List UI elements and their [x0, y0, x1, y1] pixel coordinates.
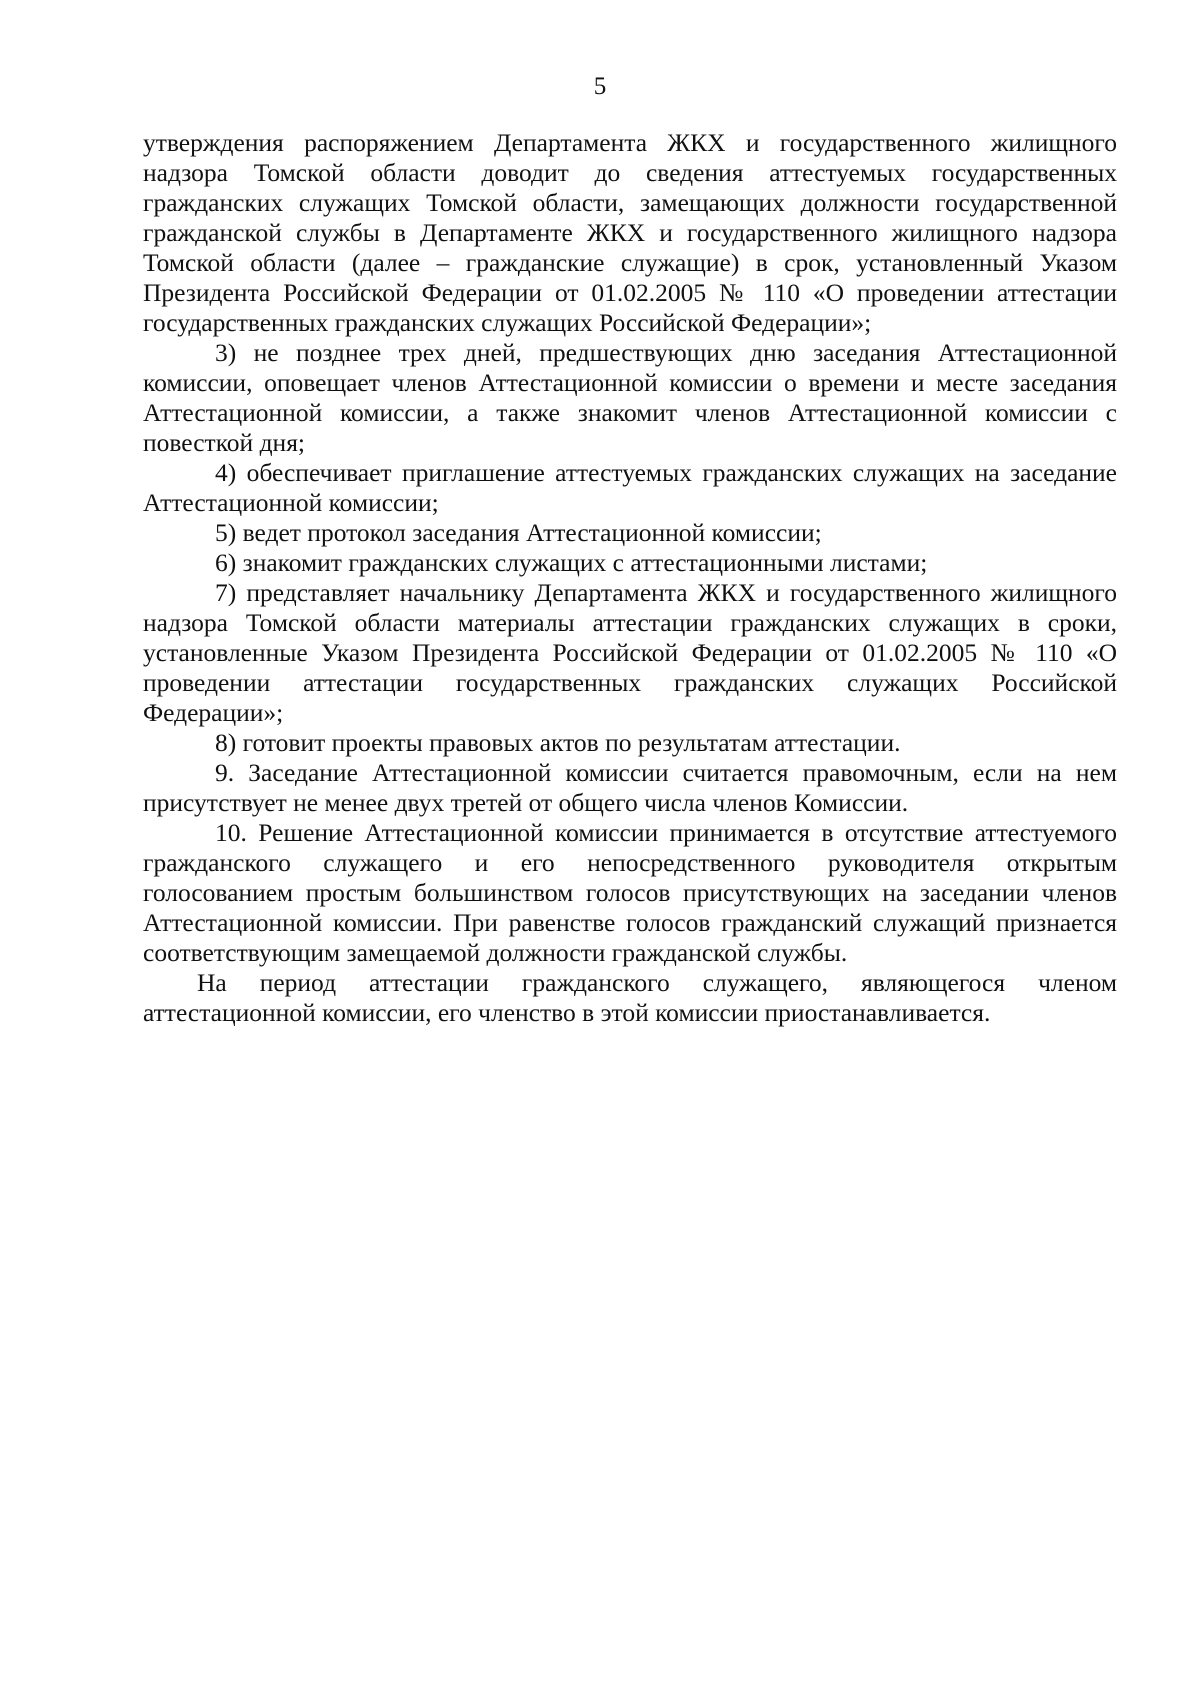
paragraph-item-4: 4) обеспечивает приглашение аттестуемых гражданских служащих на заседание Аттестационной комиссии;: [143, 458, 1117, 517]
document-body: [143, 128, 1117, 1028]
page-number: 5: [593, 73, 607, 100]
paragraph-item-6: 6) знакомит гражданских служащих с аттестационными листами;: [215, 548, 928, 577]
paragraph-item-8: 8) готовит проекты правовых актов по результатам аттестации.: [215, 728, 901, 757]
paragraph-item-5: 5) ведет протокол заседания Аттестационной комиссии;: [215, 518, 822, 547]
paragraph-item-3: 3) не позднее трех дней, предшествующих дню заседания Аттестационной комиссии, оповещает членов Аттестационной комиссии о времени и месте заседания Аттестационной комиссии, а также знакомит членов Аттестационной комиссии с повесткой дня;: [143, 338, 1117, 457]
paragraph-continuation: утверждения распоряжением Департамента ЖКХ и государственного жилищного надзора Томской области доводит до сведения аттестуемых государственных гражданских служащих Томской области, замещающих должности государственной гражданской службы в Департаменте ЖКХ и государственного жилищного надзора Томской области (далее – гражданские служащие) в срок, установленный Указом Президента Российской Федерации от 01.02.2005 № 110 «О проведении аттестации государственных гражданских служащих Российской Федерации»;: [143, 128, 1117, 337]
paragraph-item-7: 7) представляет начальнику Департамента ЖКХ и государственного жилищного надзора Томской области материалы аттестации гражданских служащих в сроки, установленные Указом Президента Российской Федерации от 01.02.2005 № 110 «О проведении аттестации государственных гражданских служащих Российской Федерации»;: [143, 578, 1117, 727]
paragraph-membership-suspension: На период аттестации гражданского служащего, являющегося членом аттестационной комиссии, его членство в этой комиссии приостанавливается.: [143, 968, 1117, 1027]
paragraph-section-9: 9. Заседание Аттестационной комиссии считается правомочным, если на нем присутствует не менее двух третей от общего числа членов Комиссии.: [143, 758, 1117, 817]
paragraph-section-10: 10. Решение Аттестационной комиссии принимается в отсутствие аттестуемого гражданского служащего и его непосредственного руководителя открытым голосованием простым большинством голосов присутствующих на заседании членов Аттестационной комиссии. При равенстве голосов гражданский служащий признается соответствующим замещаемой должности гражданской службы.: [143, 818, 1117, 967]
